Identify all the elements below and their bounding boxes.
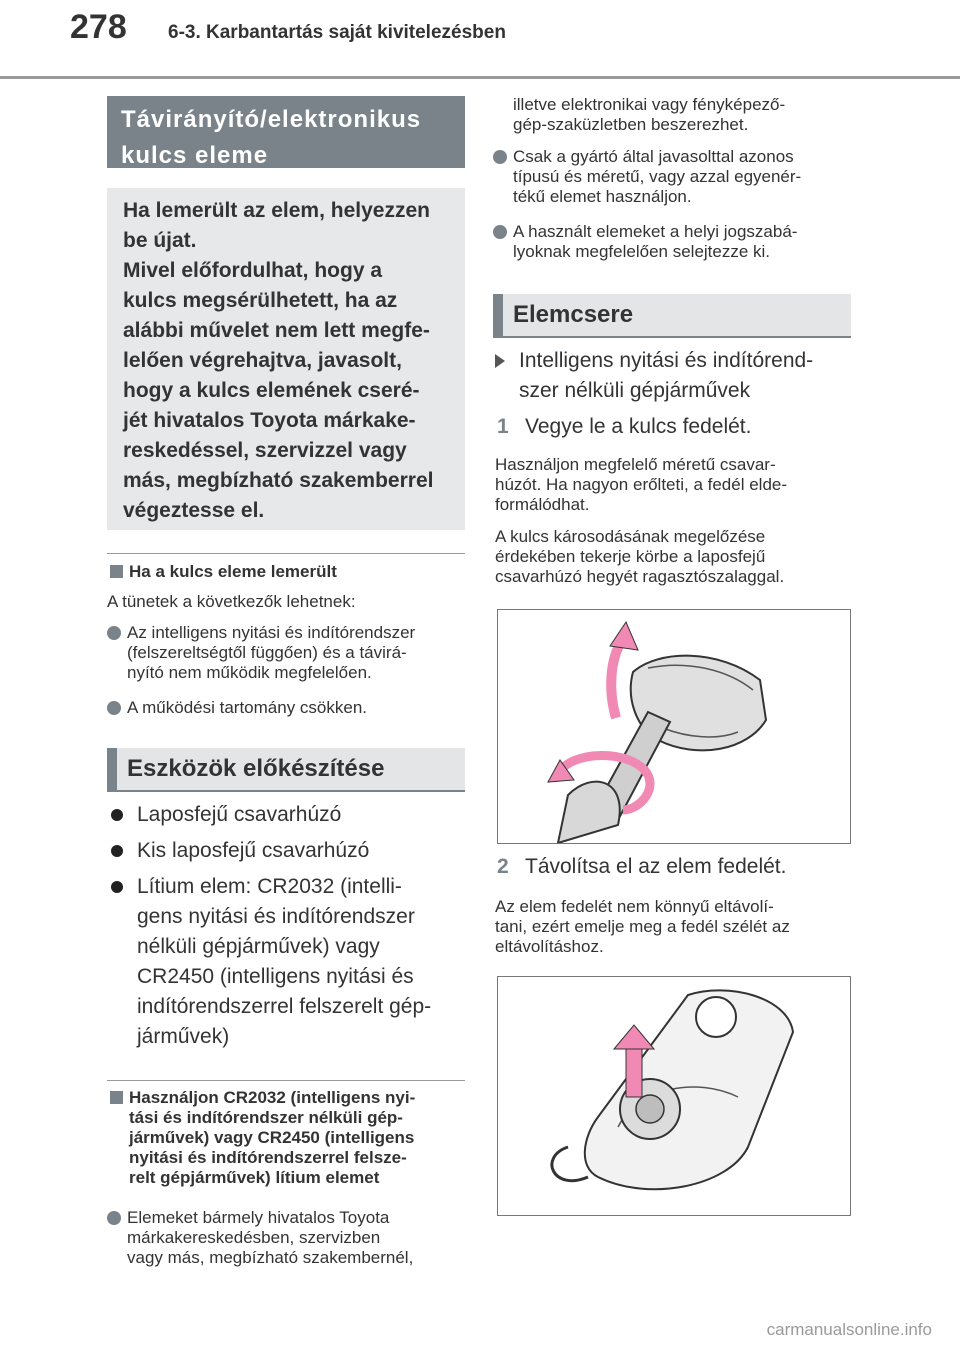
list-item: A használt elemeket a helyi jogszabá- lyoknak megfelelően selejtezze ki. — [493, 222, 863, 262]
warning-line: jét hivatalos Toyota márkake- — [123, 409, 416, 432]
continued-text: illetve elektronikai vagy fényképező- gép-szaküzletben beszerezhet. — [513, 95, 786, 134]
watermark: carmanualsonline.info — [766, 1320, 932, 1339]
section-title-battery-replacement: Elemcsere — [493, 294, 851, 338]
warning-line: Mivel előfordulhat, hogy a — [123, 259, 383, 282]
warning-line: be újat. — [123, 229, 197, 252]
warning-line: lelően végrehajtva, javasolt, — [123, 349, 402, 372]
list-item: Csak a gyártó által javasolttal azonos típusú és méretű, vagy azzal egyenér- tékű elemet használjon. — [493, 147, 863, 207]
step-1-note: Használjon megfelelő méretű csavar- húzót. Ha nagyon erőlteti, a fedél elde- formálódhat. — [495, 455, 788, 514]
header-divider — [0, 76, 960, 79]
tool-item: Laposfejű csavarhúzó — [107, 800, 467, 830]
section-title-line: kulcs eleme — [121, 142, 269, 169]
step-2 — [497, 853, 863, 881]
tool-item: Kis laposfejű csavarhúzó — [107, 836, 467, 866]
page-number: 278 — [70, 8, 127, 46]
key-cover-illustration — [498, 610, 850, 843]
warning-line: Ha lemerült az elem, helyezzen — [123, 199, 430, 222]
warning-line: más, megbízható szakemberrel — [123, 469, 434, 492]
triangle-bullet-icon — [495, 354, 505, 368]
warning-line: hogy a kulcs elemének cseré- — [123, 379, 420, 402]
tool-item: Lítium elem: CR2032 (intelli- gens nyitási és indítórendszer nélküli gépjárművek) vagy CR2450 (intelligens nyitási és indítórendszerrel felszerelt gép- járművek) — [107, 872, 467, 1052]
square-bullet-icon — [110, 565, 123, 578]
subheading-use-battery: Használjon CR2032 (intelligens nyi- tási és indítórendszer nélküli gép- járművek) vagy CR2450 (intelligens nyitási és indítórendszerrel felsze- relt gépjárművek) lítium elemet — [110, 1088, 467, 1188]
bullet-dot-icon — [111, 881, 123, 893]
section-title-key-battery — [107, 96, 465, 168]
bullet-dot-icon — [107, 626, 121, 640]
step-number: 1 — [497, 415, 509, 438]
battery-cover-illustration — [498, 977, 850, 1215]
list-item: A működési tartomány csökken. — [107, 698, 467, 718]
warning-line: végeztesse el. — [123, 499, 265, 522]
step-1 — [497, 413, 863, 441]
section-title-tools: Eszközök előkészítése — [107, 748, 465, 792]
divider — [107, 553, 465, 554]
bullet-dot-icon — [107, 701, 121, 715]
step-1-note: A kulcs károsodásának megelőzése érdekében tekerje körbe a laposfejű csavarhúzó hegyét ragasztószalaggal. — [495, 527, 785, 586]
applies-to: Intelligens nyitási és indítórend- szer nélküli gépjárművek — [493, 346, 863, 406]
step-2-note: Az elem fedelét nem könnyű eltávolí- tani, ezért emelje meg a fedél szélét az eltávolításhoz. — [495, 897, 790, 956]
warning-line: kulcs megsérülhetett, ha az — [123, 289, 398, 312]
warning-line: alábbi művelet nem lett megfe- — [123, 319, 430, 342]
chapter-title: 6-3. Karbantartás saját kivitelezésben — [168, 22, 506, 43]
subheading-dead-battery: Ha a kulcs eleme lemerült — [110, 562, 465, 582]
divider — [107, 1080, 465, 1081]
step-text: Vegye le a kulcs fedelét. — [525, 415, 752, 438]
bullet-dot-icon — [111, 845, 123, 857]
list-item: Elemeket bármely hivatalos Toyota márkakereskedésben, szervizben vagy más, megbízható szakembernél, — [107, 1208, 467, 1268]
figure-remove-battery-cover — [497, 976, 851, 1216]
symptoms-intro: A tünetek a következők lehetnek: — [107, 592, 356, 611]
list-item: Az intelligens nyitási és indítórendszer (felszereltségtől függően) és a távirá- nyító nem működik megfelelően. — [107, 623, 467, 683]
step-text: Távolítsa el az elem fedelét. — [525, 855, 787, 878]
bullet-dot-icon — [493, 225, 507, 239]
bullet-dot-icon — [107, 1211, 121, 1225]
bullet-dot-icon — [111, 809, 123, 821]
square-bullet-icon — [110, 1091, 123, 1104]
bullet-dot-icon — [493, 150, 507, 164]
warning-box — [107, 188, 465, 530]
figure-remove-key-cover — [497, 609, 851, 844]
section-title-line: Távirányító/elektronikus — [121, 106, 422, 133]
warning-line: reskedéssel, szervizzel vagy — [123, 439, 407, 462]
step-number: 2 — [497, 855, 509, 878]
